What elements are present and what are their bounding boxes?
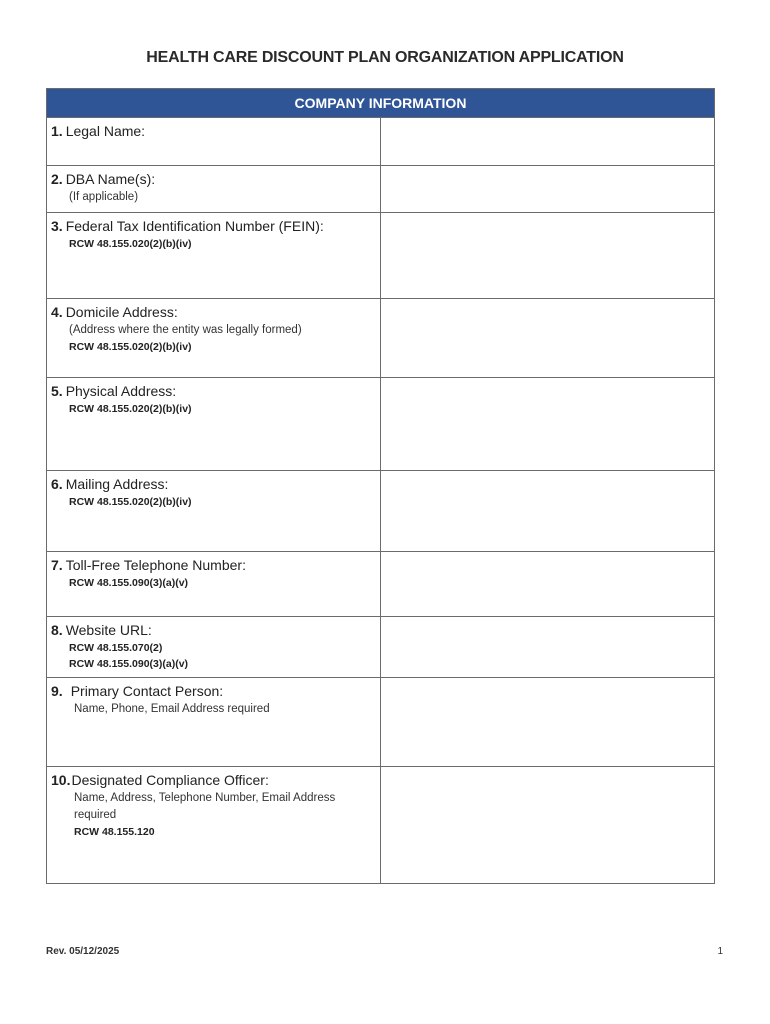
field-label-legal-name <box>47 118 381 166</box>
field-label-dba-names <box>47 166 381 213</box>
rcw-citation: RCW 48.155.020(2)(b)(iv) <box>69 238 192 250</box>
field-label-physical-address <box>47 378 381 471</box>
field-note: (Address where the entity was legally formed) <box>69 324 302 336</box>
field-number: 2. <box>51 171 63 187</box>
field-label-domicile-address <box>47 299 381 378</box>
domicile-address-input[interactable] <box>381 299 715 378</box>
page-number: 1 <box>717 946 723 957</box>
field-note: Name, Phone, Email Address required <box>74 703 270 715</box>
table-row <box>47 471 715 552</box>
rcw-citation: RCW 48.155.090(3)(a)(v) <box>69 577 189 589</box>
field-label: Designated Compliance Officer: <box>71 772 269 788</box>
field-number: 10. <box>51 772 71 788</box>
section-header-row <box>47 89 715 118</box>
field-label: Primary Contact Person: <box>70 683 224 699</box>
field-label: Domicile Address: <box>65 304 178 320</box>
rcw-citation: RCW 48.155.020(2)(b)(iv) <box>69 403 192 415</box>
field-label: Physical Address: <box>65 383 177 399</box>
rcw-citation: RCW 48.155.090(3)(a)(v) <box>69 658 189 670</box>
rcw-citation: RCW 48.155.120 <box>74 826 155 838</box>
field-note: (If applicable) <box>69 191 139 203</box>
field-number: 4. <box>51 304 63 320</box>
table-row <box>47 767 715 884</box>
mailing-address-input[interactable] <box>381 471 715 552</box>
rcw-citation: RCW 48.155.070(2) <box>69 642 163 654</box>
field-label: DBA Name(s): <box>65 171 156 187</box>
fein-input[interactable] <box>381 213 715 299</box>
field-label-primary-contact <box>47 678 381 767</box>
field-number: 7. <box>51 557 63 573</box>
field-label-website-url <box>47 617 381 678</box>
table-row <box>47 299 715 378</box>
table-row <box>47 378 715 471</box>
dba-names-input[interactable] <box>381 166 715 213</box>
rcw-citation: RCW 48.155.020(2)(b)(iv) <box>69 496 192 508</box>
field-label-toll-free-telephone <box>47 552 381 617</box>
primary-contact-input[interactable] <box>381 678 715 767</box>
table-row <box>47 617 715 678</box>
toll-free-telephone-input[interactable] <box>381 552 715 617</box>
field-number: 3. <box>51 218 63 234</box>
table-row <box>47 166 715 213</box>
field-note: Name, Address, Telephone Number, Email Address required <box>74 792 336 821</box>
company-information-table <box>46 88 715 884</box>
table-row <box>47 678 715 767</box>
table-row <box>47 213 715 299</box>
field-label: Toll-Free Telephone Number: <box>65 557 246 573</box>
section-header: COMPANY INFORMATION <box>47 89 715 118</box>
revision-date: Rev. 05/12/2025 <box>46 946 120 957</box>
physical-address-input[interactable] <box>381 378 715 471</box>
field-number: 6. <box>51 476 63 492</box>
field-label-mailing-address <box>47 471 381 552</box>
page-title: HEALTH CARE DISCOUNT PLAN ORGANIZATION APPLICATION <box>146 49 624 66</box>
field-number: 5. <box>51 383 63 399</box>
field-number: 1. <box>51 123 63 139</box>
legal-name-input[interactable] <box>381 118 715 166</box>
table-row <box>47 118 715 166</box>
field-label: Mailing Address: <box>65 476 169 492</box>
field-label: Federal Tax Identification Number (FEIN): <box>65 218 324 234</box>
website-url-input[interactable] <box>381 617 715 678</box>
field-label: Website URL: <box>65 622 152 638</box>
table-row <box>47 552 715 617</box>
field-number: 9. <box>51 683 63 699</box>
rcw-citation: RCW 48.155.020(2)(b)(iv) <box>69 341 192 353</box>
field-number: 8. <box>51 622 63 638</box>
field-label-fein <box>47 213 381 299</box>
field-label-compliance-officer <box>47 767 381 884</box>
field-label: Legal Name: <box>65 123 146 139</box>
compliance-officer-input[interactable] <box>381 767 715 884</box>
